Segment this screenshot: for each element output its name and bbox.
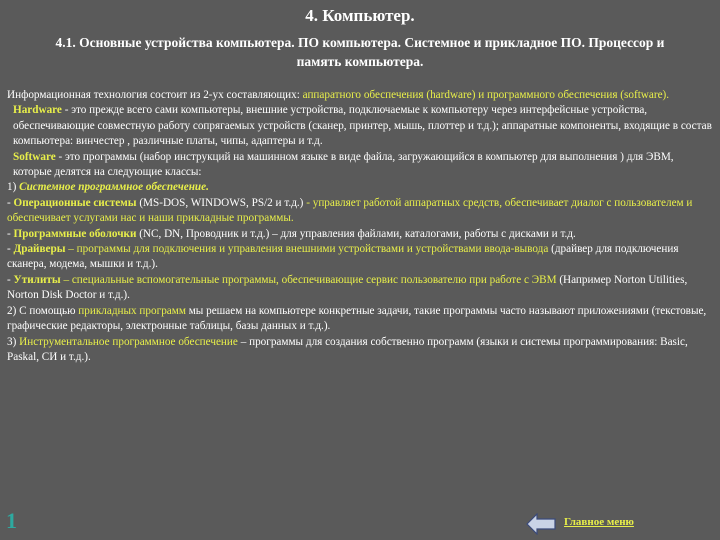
shell-dash: -: [7, 227, 14, 240]
os-examples: (MS-DOS, WINDOWS, PS/2 и т.д.): [136, 196, 307, 209]
shell-term: Программные оболочки: [13, 227, 137, 240]
arrow-left-icon[interactable]: [526, 513, 556, 535]
os-term: Операционные системы: [13, 196, 137, 209]
utility-term: Утилиты: [13, 273, 61, 286]
hardware-text: - это прежде всего сами компьютеры, внешние устройства, подключаемые к компьютеру через интерфейсные устройства, обеспечивающие совместную работу сопрягаемых устройств (сканер, принтер, мышь, плоттер и т.д.); аппаратные компоненты, входящие в состав компьютера: винчестер , различные платы, чипы, адаптеры и т.д.: [13, 104, 712, 148]
shell-item: [7, 227, 713, 242]
slide-body: [7, 88, 713, 365]
class-3-item: [7, 335, 713, 366]
os-item: [7, 196, 713, 227]
driver-item: [7, 242, 713, 273]
class-2-term: прикладных программ: [78, 304, 186, 317]
class-2-prefix: 2) С помощью: [7, 304, 79, 317]
software-paragraph: [7, 150, 713, 181]
class-2-text: мы решаем на компьютере конкретные задачи, такие программы часто называют приложениями (текстовые, графические редакторы, электронные таблицы, базы данных и т.д.).: [7, 304, 707, 333]
os-dash: -: [7, 196, 14, 209]
driver-dash: -: [7, 243, 14, 256]
shell-text: (NC, DN, Проводник и т.д.) – для управления файлами, каталогами, работы с дисками и т.д.: [136, 227, 576, 240]
class-3-text: – программы для создания собственно программ (языки и системы программирования: Basic, Paskal, СИ и т.д.).: [7, 335, 688, 363]
slide-number: 1: [6, 508, 17, 533]
software-text: - это программы (набор инструкций на машинном языке в виде файла, загружающийся в компьютер для выполнения ) для ЭВМ, которые делятся на следующие классы:: [13, 150, 674, 179]
class-1-heading: [7, 180, 713, 195]
hardware-paragraph: [7, 103, 713, 149]
class-3-number: 3): [7, 335, 20, 348]
intro-paragraph: [7, 88, 713, 103]
driver-text: – программы для подключения и управления внешними устройствами и устройствами ввода-вывода: [65, 243, 549, 256]
os-text: - управляет работой аппаратных средств, обеспечивает диалог с пользователем и обеспечивает услугами нас и наши прикладные программы.: [7, 196, 693, 225]
main-menu-link[interactable]: Главное меню: [564, 516, 634, 528]
utility-item: [7, 273, 713, 304]
class-3-term: Инструментальное программное обеспечение: [19, 335, 238, 348]
class-2-item: [7, 304, 713, 335]
intro-highlight: аппаратного обеспечения (hardware) и программного обеспечения (software).: [302, 89, 670, 101]
utility-examples: (Например Norton Utilities, Norton Disk Doctor и т.д.).: [7, 273, 688, 302]
hardware-term: Hardware: [13, 104, 62, 117]
class-1-number: 1): [7, 181, 20, 194]
utility-dash: -: [7, 273, 14, 286]
driver-examples: (драйвер для подключения сканера, модема, мышки и т.д.).: [7, 243, 679, 271]
software-term: Software: [13, 150, 56, 163]
slide-title: 4. Компьютер.: [305, 6, 415, 25]
intro-text: Информационная технология состоит из 2-ух составляющих:: [7, 89, 303, 101]
utility-text: – специальные вспомогательные программы, обеспечивающие сервис пользователю при работе с ЭВМ: [60, 273, 557, 286]
driver-term: Драйверы: [13, 243, 66, 256]
slide-subtitle: 4.1. Основные устройства компьютера. ПО компьютера. Системное и прикладное ПО. Процессор и память компьютера.: [55, 35, 665, 69]
class-1-title: Системное программное обеспечение.: [19, 181, 209, 194]
